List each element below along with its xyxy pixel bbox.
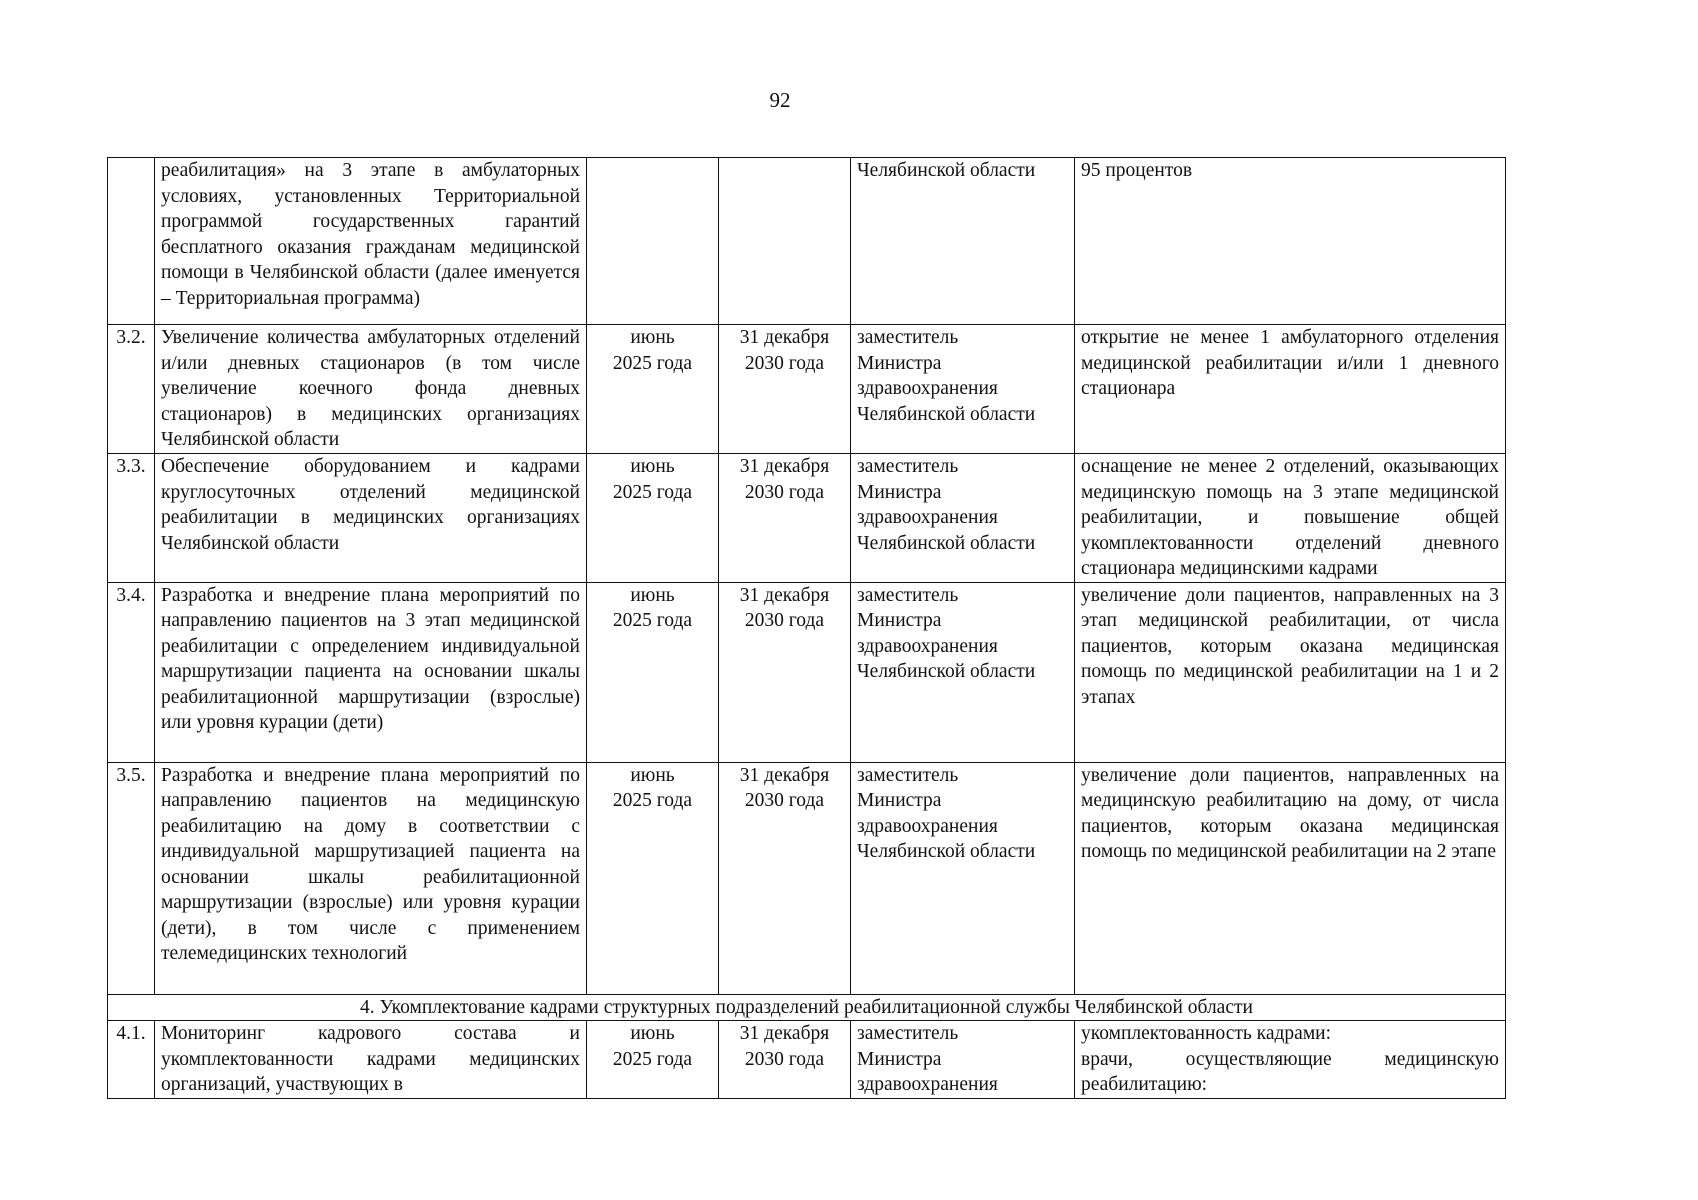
table-row [108, 454, 1506, 583]
table-row [108, 762, 1506, 994]
table-row [108, 582, 1506, 762]
row-number: 4.1. [108, 1021, 155, 1099]
measure-description: реабилитация» на 3 этапе в амбулаторных условиях, установленных Территориальной программой государственных гарантий бесплатного оказания гражданам медицинской помощи в Челябинской области (далее именуется – Территориальная программа) [155, 158, 587, 325]
start-date [587, 158, 719, 325]
responsible: заместитель Министра здравоохранения Челябинской области [851, 454, 1075, 583]
row-number: 3.3. [108, 454, 155, 583]
table-row [108, 325, 1506, 454]
measure-description: Обеспечение оборудованием и кадрами круглосуточных отделений медицинской реабилитации в медицинских организациях Челябинской области [155, 454, 587, 583]
expected-result: 95 процентов [1075, 158, 1506, 325]
section-title: 4. Укомплектование кадрами структурных подразделений реабилитационной службы Челябинской области [108, 994, 1506, 1021]
table-row [108, 158, 1506, 325]
start-date: июнь 2025 года [587, 325, 719, 454]
expected-result: увеличение доли пациентов, направленных на медицинскую реабилитацию на дому, от числа пациентов, которым оказана медицинская помощь по медицинской реабилитации на 2 этапе [1075, 762, 1506, 994]
row-number: 3.5. [108, 762, 155, 994]
start-date: июнь 2025 года [587, 1021, 719, 1099]
row-number: 3.2. [108, 325, 155, 454]
end-date: 31 декабря 2030 года [719, 762, 851, 994]
responsible: заместитель Министра здравоохранения Челябинской области [851, 582, 1075, 762]
measure-description: Мониторинг кадрового состава и укомплектованности кадрами медицинских организаций, участвующих в [155, 1021, 587, 1099]
row-number [108, 158, 155, 325]
measure-description: Разработка и внедрение плана мероприятий по направлению пациентов на 3 этап медицинской реабилитации с определением индивидуальной маршрутизации пациента на основании шкалы реабилитационной маршрутизации (взрослые) или уровня курации (дети) [155, 582, 587, 762]
end-date: 31 декабря 2030 года [719, 325, 851, 454]
responsible: заместитель Министра здравоохранения Челябинской области [851, 325, 1075, 454]
measure-description: Увеличение количества амбулаторных отделений и/или дневных стационаров (в том числе увеличение коечного фонда дневных стационаров) в медицинских организациях Челябинской области [155, 325, 587, 454]
expected-result: увеличение доли пациентов, направленных на 3 этап медицинской реабилитации, от числа пациентов, которым оказана медицинская помощь по медицинской реабилитации на 1 и 2 этапах [1075, 582, 1506, 762]
expected-result: открытие не менее 1 амбулаторного отделения медицинской реабилитации и/или 1 дневного стационара [1075, 325, 1506, 454]
row-number: 3.4. [108, 582, 155, 762]
responsible: Челябинской области [851, 158, 1075, 325]
measure-description: Разработка и внедрение плана мероприятий по направлению пациентов на медицинскую реабилитацию на дому в соответствии с индивидуальной маршрутизацией пациента на основании шкалы реабилитационной маршрутизации (взрослые) или уровня курации (дети), в том числе с применением телемедицинских технологий [155, 762, 587, 994]
start-date: июнь 2025 года [587, 454, 719, 583]
page-number: 92 [769, 88, 791, 112]
section-heading-row [108, 994, 1506, 1021]
end-date [719, 158, 851, 325]
start-date: июнь 2025 года [587, 762, 719, 994]
responsible: заместитель Министра здравоохранения [851, 1021, 1075, 1099]
expected-result: укомплектованность кадрами: врачи, осуществляющие медицинскую реабилитацию: [1075, 1021, 1506, 1099]
end-date: 31 декабря 2030 года [719, 582, 851, 762]
expected-result: оснащение не менее 2 отделений, оказывающих медицинскую помощь на 3 этапе медицинской реабилитации, и повышение общей укомплектованности отделений дневного стационара медицинскими кадрами [1075, 454, 1506, 583]
end-date: 31 декабря 2030 года [719, 1021, 851, 1099]
start-date: июнь 2025 года [587, 582, 719, 762]
responsible: заместитель Министра здравоохранения Челябинской области [851, 762, 1075, 994]
end-date: 31 декабря 2030 года [719, 454, 851, 583]
measures-table [107, 157, 1506, 1099]
table-row [108, 1021, 1506, 1099]
